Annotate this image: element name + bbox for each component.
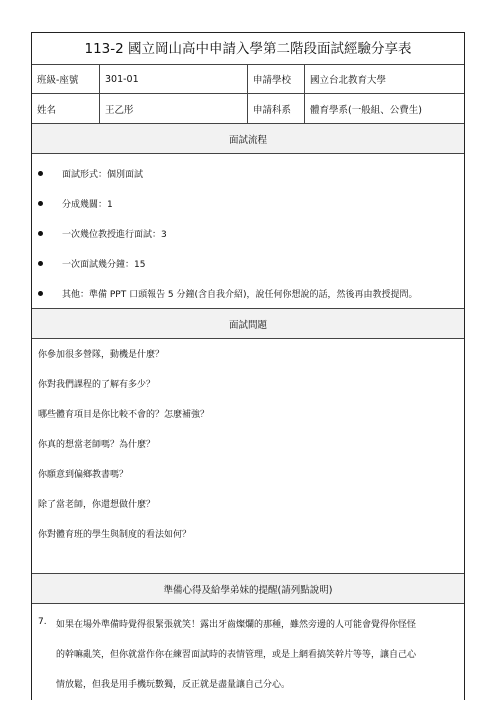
questions-heading: 面試問題	[32, 309, 464, 339]
process-item: 一次面試幾分鐘：15	[32, 256, 464, 270]
process-item: 其他：準備 PPT 口頭報告 5 分鐘(含自我介紹)，說任何你想說的話，然後再由教授提問。	[32, 286, 464, 300]
class-label: 班級-座號	[32, 65, 100, 93]
question-item: 你對體育班的學生與制度的看法如何？	[38, 530, 192, 540]
bullet-dot-icon	[38, 201, 43, 206]
bullet-dot-icon	[38, 171, 43, 176]
info-row-class	[32, 65, 464, 94]
process-item: 一次幾位教授進行面試：3	[32, 226, 464, 240]
process-heading: 面試流程	[32, 124, 464, 154]
form-title: 113-2 國立岡山高中申請入學第二階段面試經驗分享表	[32, 33, 464, 65]
info-row-name	[32, 94, 464, 124]
dept-value: 體育學系(一般組、公費生)	[310, 104, 422, 116]
process-item: 面試形式：個別面試	[32, 166, 464, 180]
question-item: 哪些體育項目是你比較不會的？怎麼補強？	[38, 410, 210, 420]
tips-heading: 準備心得及給學弟妹的提醒(請列點說明)	[32, 574, 464, 604]
question-item: 你對我們課程的了解有多少？	[38, 380, 156, 390]
process-item: 分成幾關：1	[32, 196, 464, 210]
school-label: 申請學校	[248, 65, 305, 93]
question-item: 除了當老師，你還想做什麼？	[38, 500, 156, 510]
bullet-dot-icon	[38, 291, 43, 296]
question-item: 你願意到偏鄉教書嗎？	[38, 470, 129, 480]
name-value: 王乙彤	[100, 94, 248, 123]
question-item: 你參加很多營隊，動機是什麼？	[38, 350, 165, 360]
process-section	[32, 154, 464, 309]
question-item: 你真的想當老師嗎？為什麼？	[38, 440, 156, 450]
bullet-dot-icon	[38, 261, 43, 266]
interview-form	[31, 32, 465, 700]
dept-label: 申請科系	[248, 94, 305, 123]
tip-line: 情放鬆，但我是用手機玩數獨，反正就是盡量讓自己分心。	[56, 680, 291, 690]
class-value: 301-01	[100, 65, 248, 93]
tip-line: 的幹嘛亂笑，但你就當作你在練習面試時的表情管理，或是上網看搞笑幹片等等，讓自己心	[56, 650, 417, 660]
bullet-dot-icon	[38, 231, 43, 236]
tip-line: 如果在場外準備時覺得很緊張就笑！露出牙齒燦爛的那種，雖然旁邊的人可能會覺得你怪怪	[56, 620, 417, 630]
tip-number: 7.	[38, 617, 47, 627]
name-label: 姓名	[32, 94, 100, 123]
tips-section	[32, 604, 464, 701]
school-value: 國立台北教育大學	[310, 75, 387, 86]
questions-section	[32, 339, 464, 574]
